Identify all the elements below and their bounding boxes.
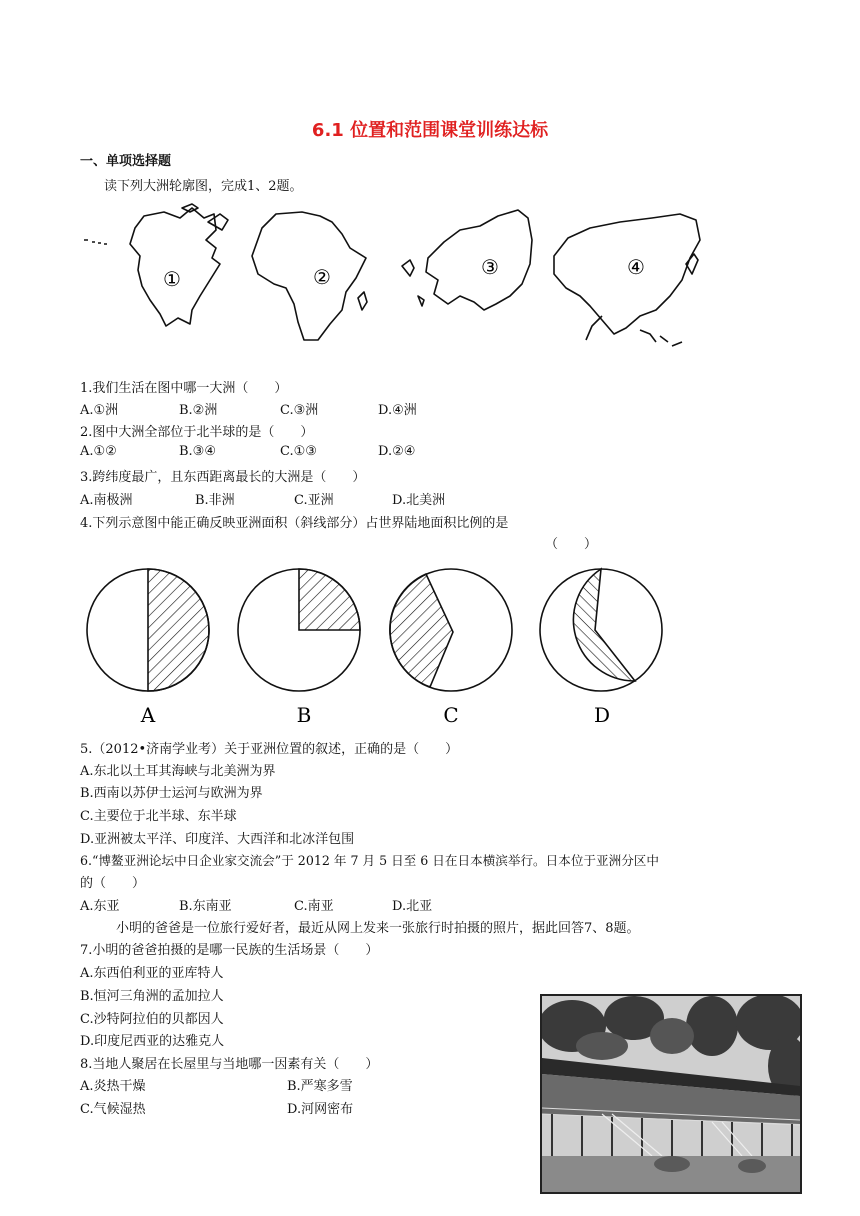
pie-a: [87, 569, 209, 691]
question-3-option-b: B.非洲: [195, 493, 235, 508]
page-title: 6.1 位置和范围课堂训练达标: [311, 120, 549, 141]
north-america-map: [84, 204, 228, 326]
question-2-stem: 2.图中大洲全部位于北半球的是（ ）: [80, 425, 314, 440]
question-5-stem: 5.（2012•济南学业考）关于亚洲位置的叙述，正确的是（ ）: [80, 742, 459, 757]
pie-c: [390, 569, 512, 691]
question-2-option-c: C.①③: [280, 444, 317, 459]
question-8-option-a: A.炎热干燥: [80, 1079, 146, 1094]
section-heading: 一、单项选择题: [80, 154, 172, 169]
question-3-stem: 3.跨纬度最广，且东西距离最长的大洲是（ ）: [80, 470, 366, 485]
question-1-option-c: C.③洲: [280, 403, 319, 418]
question-5-option-d: D.亚洲被太平洋、印度洋、大西洋和北冰洋包围: [80, 832, 355, 847]
question-4-stem: 4.下列示意图中能正确反映亚洲面积（斜线部分）占世界陆地面积比例的是: [80, 516, 509, 531]
question-6-option-b: B.东南亚: [179, 899, 232, 914]
question-8-option-c: C.气候湿热: [80, 1102, 146, 1117]
question-2-option-a: A.①②: [80, 444, 117, 459]
question-1-stem: 1.我们生活在图中哪一大洲（ ）: [80, 381, 288, 396]
pie-diagrams: [80, 560, 680, 730]
question-5-option-b: B.西南以苏伊士运河与欧洲为界: [80, 786, 263, 801]
question-7-stem: 7.小明的爸爸拍摄的是哪一民族的生活场景（ ）: [80, 943, 379, 958]
asia-map: [554, 214, 700, 346]
question-7-option-d: D.印度尼西亚的达雅克人: [80, 1034, 225, 1049]
question-6-option-d: D.北亚: [392, 899, 433, 914]
question-6-option-c: C.南亚: [294, 899, 334, 914]
intro-q7-8: 小明的爸爸是一位旅行爱好者，最近从网上发来一张旅行时拍摄的照片，据此回答7、8题。: [116, 921, 640, 936]
question-8-option-b: B.严寒多雪: [287, 1079, 353, 1094]
question-3-option-c: C.亚洲: [294, 493, 334, 508]
question-5-option-a: A.东北以土耳其海峡与北美洲为界: [80, 764, 276, 779]
pie-d: [540, 569, 662, 691]
africa-map: [252, 212, 367, 340]
pie-label-d: D: [593, 703, 611, 727]
europe-map: [402, 210, 532, 310]
continent-marker-2: ②: [313, 265, 331, 289]
pie-label-a: A: [140, 703, 156, 727]
question-1-option-b: B.②洲: [179, 403, 218, 418]
question-8-stem: 8.当地人聚居在长屋里与当地哪一因素有关（ ）: [80, 1057, 379, 1072]
question-4-answer-bracket: （ ）: [545, 537, 598, 552]
question-3-option-d: D.北美洲: [392, 493, 446, 508]
question-6-option-a: A.东亚: [80, 899, 120, 914]
question-3-option-a: A.南极洲: [80, 493, 133, 508]
question-8-option-d: D.河网密布: [287, 1102, 354, 1117]
continent-marker-1: ①: [163, 267, 181, 291]
question-7-option-c: C.沙特阿拉伯的贝都因人: [80, 1012, 224, 1027]
question-2-option-b: B.③④: [179, 444, 216, 459]
question-2-option-d: D.②④: [378, 444, 416, 459]
pie-b: [238, 569, 360, 691]
question-5-option-c: C.主要位于北半球、东半球: [80, 809, 237, 824]
pie-label-b: B: [296, 703, 312, 727]
continent-marker-4: ④: [627, 255, 645, 279]
intro-q1-2: 读下列大洲轮廓图，完成1、2题。: [104, 179, 303, 194]
longhouse-photo-drawing: [542, 996, 800, 1192]
continent-marker-3: ③: [481, 255, 499, 279]
question-1-option-a: A.①洲: [80, 403, 119, 418]
question-6-stem-line2: 的（ ）: [80, 876, 146, 891]
continent-outline-maps: [80, 200, 710, 365]
pie-label-c: C: [443, 703, 459, 727]
question-6-stem-line1: 6.“博鳌亚洲论坛中日企业家交流会”于 2012 年 7 月 5 日至 6 日在日本横滨举行。日本位于亚洲分区中: [80, 853, 659, 868]
question-7-option-b: B.恒河三角洲的孟加拉人: [80, 989, 224, 1004]
question-7-option-a: A.东西伯利亚的亚库特人: [80, 966, 224, 981]
question-1-option-d: D.④洲: [378, 403, 417, 418]
longhouse-photo: [540, 994, 802, 1194]
